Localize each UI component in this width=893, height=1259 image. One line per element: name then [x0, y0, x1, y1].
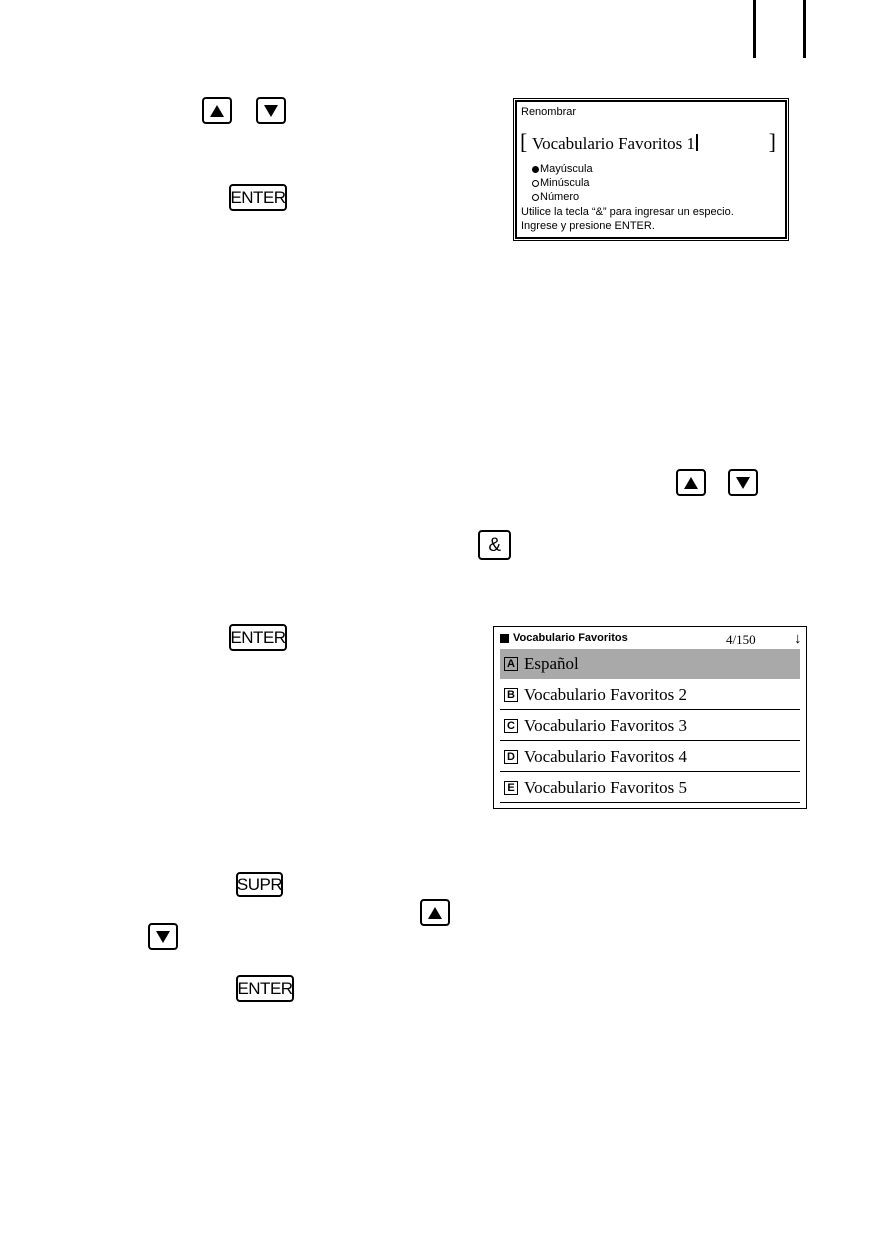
item-letter-icon: A: [504, 657, 518, 671]
option-label: Minúscula: [540, 177, 590, 189]
enter-key: ENTER: [229, 624, 287, 651]
option-number[interactable]: [532, 191, 579, 203]
down-arrow-key: [728, 469, 758, 496]
up-arrow-icon: [209, 104, 225, 118]
rename-title: Renombrar: [521, 106, 577, 118]
list-item[interactable]: [500, 773, 800, 803]
rename-screen: [515, 100, 787, 239]
rename-note-enter: Ingrese y presione ENTER.: [521, 220, 655, 232]
option-label: Mayúscula: [540, 163, 593, 175]
down-arrow-icon: [735, 476, 751, 490]
right-bracket: ]: [768, 129, 776, 154]
up-arrow-key: [420, 899, 450, 926]
square-bullet-icon: [500, 634, 509, 643]
option-lowercase[interactable]: [532, 177, 590, 189]
item-letter-icon: E: [504, 781, 518, 795]
radio-empty-icon: [532, 194, 539, 201]
down-arrow-key: [256, 97, 286, 124]
supr-key: SUPR: [236, 872, 283, 897]
rename-input-value: Vocabulario Favoritos 1: [532, 134, 696, 153]
list-item[interactable]: [500, 680, 800, 710]
text-cursor: [696, 134, 698, 151]
scroll-down-icon: ↓: [794, 630, 802, 647]
list-item[interactable]: [500, 742, 800, 772]
item-label: Vocabulario Favoritos 3: [524, 716, 688, 735]
item-label: Vocabulario Favoritos 4: [524, 747, 688, 766]
up-arrow-key: [202, 97, 232, 124]
radio-selected-icon: [532, 166, 539, 173]
list-count: 4/150: [726, 632, 756, 647]
up-arrow-icon: [683, 476, 699, 490]
ampersand-key: &: [478, 530, 511, 560]
list-header-title: Vocabulario Favoritos: [513, 632, 628, 644]
list-item[interactable]: [500, 711, 800, 741]
up-arrow-key: [676, 469, 706, 496]
item-letter-icon: C: [504, 719, 518, 733]
enter-key: ENTER: [236, 975, 294, 1002]
down-arrow-icon: [155, 930, 171, 944]
item-label: Español: [524, 654, 579, 673]
favorites-list-screen: [493, 626, 807, 809]
page-tab-marker: [753, 0, 756, 58]
list-header: [500, 631, 800, 647]
radio-empty-icon: [532, 180, 539, 187]
left-bracket: [: [520, 129, 528, 154]
page-tab-marker: [803, 0, 806, 58]
list-item[interactable]: [500, 649, 800, 679]
down-arrow-icon: [263, 104, 279, 118]
item-letter-icon: B: [504, 688, 518, 702]
option-label: Número: [540, 191, 580, 203]
item-label: Vocabulario Favoritos 2: [524, 685, 688, 704]
rename-input-field[interactable]: [520, 129, 776, 156]
enter-key: ENTER: [229, 184, 287, 211]
rename-note-space: Utilice la tecla “&” para ingresar un especio.: [521, 206, 734, 218]
option-uppercase[interactable]: [532, 163, 593, 175]
down-arrow-key: [148, 923, 178, 950]
up-arrow-icon: [427, 906, 443, 920]
item-letter-icon: D: [504, 750, 518, 764]
item-label: Vocabulario Favoritos 5: [524, 778, 688, 797]
